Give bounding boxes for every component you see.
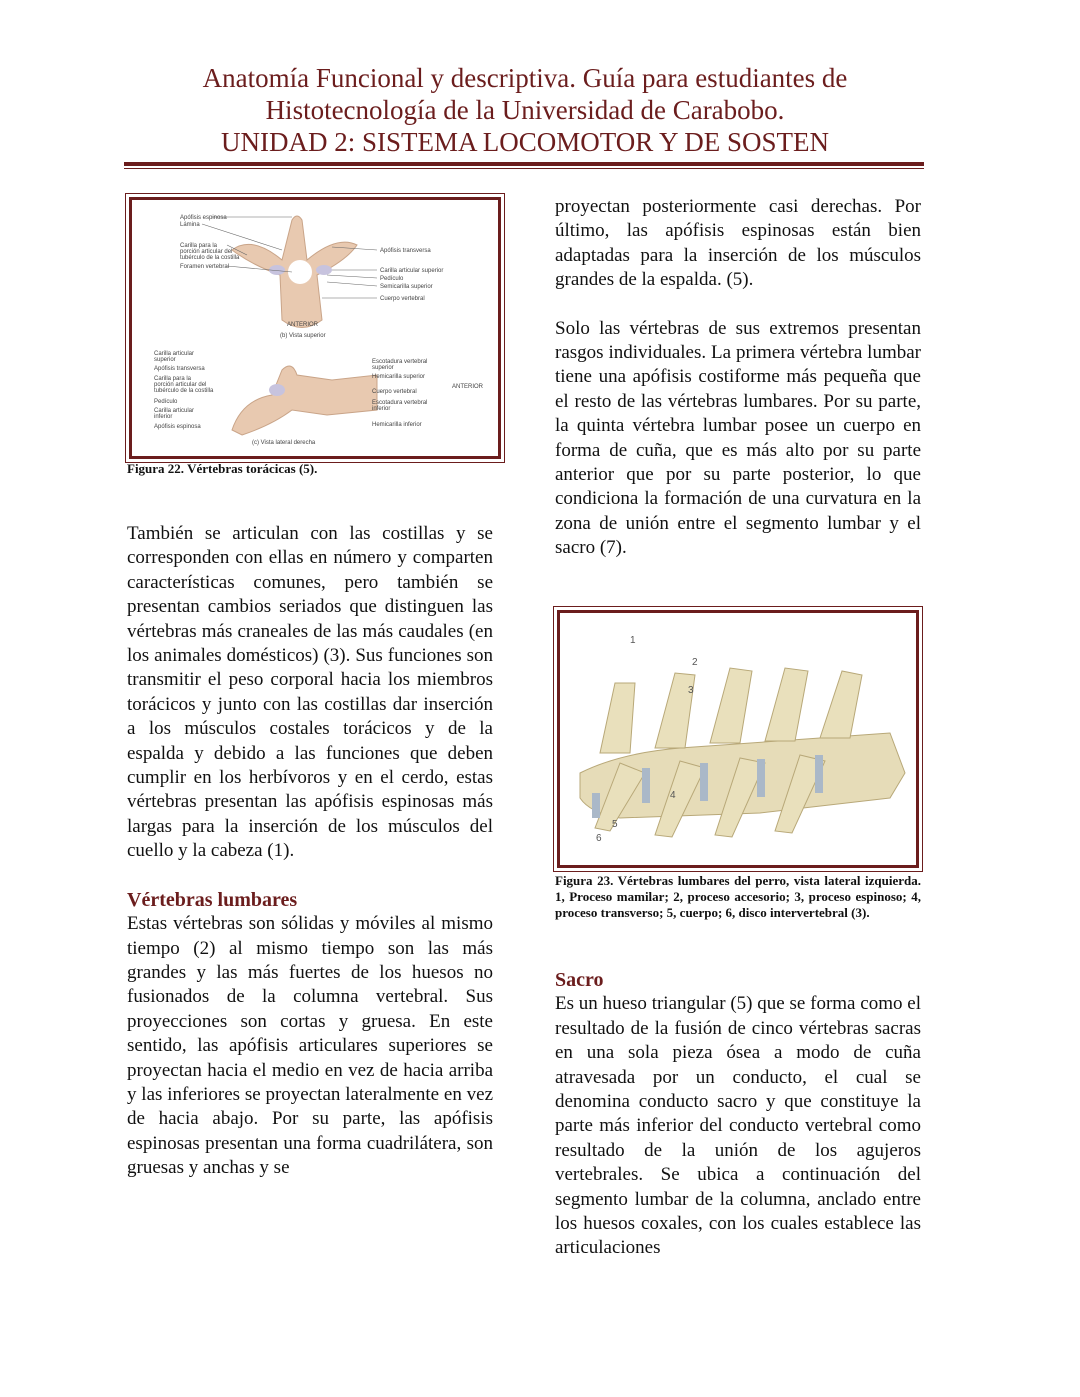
page-header: [120, 62, 930, 158]
side-label: inferior: [154, 414, 173, 420]
side-label: tubérculo de la costilla: [154, 388, 214, 394]
label-lamina: Lámina: [180, 222, 200, 228]
header-rule-thin: [124, 168, 924, 169]
side-label: Apófisis transversa: [154, 366, 205, 372]
label-carilla-3: tubérculo de la costilla: [180, 255, 240, 261]
header-line-2: Histotecnología de la Universidad de Carabobo.: [265, 95, 785, 125]
label-vista-lateral: (c) Vista lateral derecha: [252, 440, 316, 446]
label-cuerpo: Cuerpo vertebral: [380, 296, 425, 302]
side-label: porción articular del: [154, 382, 207, 388]
side-label: superior: [372, 365, 394, 371]
label-anterior-2: ANTERIOR: [452, 384, 484, 390]
side-label: Carilla para la: [154, 376, 192, 382]
section-heading-sacro: Sacro: [555, 969, 604, 991]
side-label: Escotadura vertebral: [372, 359, 428, 365]
side-label: inferior: [372, 406, 391, 412]
label-apofisis-transversa: Apófisis transversa: [380, 248, 431, 254]
section-heading-lumbares: Vértebras lumbares: [127, 888, 298, 911]
label-carilla-sup: Carilla articular superior: [380, 268, 444, 274]
figure-23-number-6: 6: [596, 833, 602, 844]
figure-23-number-5: 5: [612, 819, 618, 830]
right-column-top: [555, 195, 921, 561]
side-label: Pedículo: [154, 399, 178, 405]
figure-23-caption: Figura 23. Vértebras lumbares del perro, vista lateral izquierda. 1, Proceso mamilar; 2, proceso accesorio; 3, proceso espinoso; 4, proceso transverso; 5, cuerpo; 6, disco intervertebral (3).: [555, 873, 921, 920]
side-label: Escotadura vertebral: [372, 400, 428, 406]
label-anterior: ANTERIOR: [287, 322, 319, 328]
paragraph: proyectan posteriormente casi derechas. Por último, las apófisis espinosas están bien adaptadas para la inserción de los músculos grandes de la espalda. (5).: [555, 196, 921, 291]
side-label: Carilla articular: [154, 351, 195, 357]
figure-23-image: [557, 610, 919, 868]
header-line-3: UNIDAD 2: SISTEMA LOCOMOTOR Y DE SOSTEN: [220, 127, 830, 157]
paragraph: También se articulan con las costillas y se corresponden con ellas en número y comparten características comunes, pero también se presentan cambios seriados que distinguen las vértebras más craneales de las más caudales (en los animales domésticos) (3). Sus funciones son transmitir el peso corporal hacia los miembros torácicos y junto con las costillas dar inserción a los músculos costales torácicos y de la espalda y debido a las funciones que deben cumplir en los herbívoros y en el cerdo, estas vértebras presentan las apófisis espinosas más largas para la inserción de los músculos del cuello y la cabeza (1).: [127, 523, 493, 862]
side-label: Hemicarilla superior: [372, 374, 426, 380]
figure-22-image: [129, 197, 501, 459]
side-label: Apófisis espinosa: [154, 424, 201, 430]
label-pediculo: Pedículo: [380, 276, 404, 282]
label-semicarilla: Semicarilla superior: [380, 284, 433, 290]
paragraph: Estas vértebras son sólidas y móviles al mismo tiempo (2) al mismo tiempo son las más grandes y las más fuertes de los huesos no fusionados de la columna vertebral. Sus proyecciones son cortas y gruesa. En este sentido, las apófisis articulares superiores se proyectan hacia el medio en vez de hacia arriba y las inferiores se proyectan lateralmente en vez de hacia abajo. Por su parte, las apófisis espinosas presentan una forma cuadrilátera, son gruesas y anchas y se: [127, 913, 493, 1179]
left-column: [127, 522, 493, 1181]
side-label: Carilla articular: [154, 408, 195, 414]
figure-23-number-3: 3: [688, 685, 694, 696]
right-column-bottom: [555, 968, 921, 1261]
side-label: superior: [154, 357, 176, 363]
vertebra-lateral-view: [232, 366, 377, 435]
side-label: Hemicarilla inferior: [372, 422, 422, 428]
label-foramen: Foramen vertebral: [180, 264, 230, 270]
label-apofisis-espinosa: Apófisis espinosa: [180, 215, 227, 221]
figure-23-number-2: 2: [692, 657, 698, 668]
label-carilla-2: porción articular del: [180, 249, 233, 255]
header-line-1: Anatomía Funcional y descriptiva. Guía para estudiantes de: [202, 63, 848, 93]
paragraph: Es un hueso triangular (5) que se forma como el resultado de la fusión de cinco vértebras sacras en una sola pieza ósea a modo de cuña atravesada por un conducto, el cual se denomina conducto sacro y que constituye la parte más inferior del conducto vertebral como resultado de la unión de los agujeros vertebrales. Se ubica a continuación del segmento lumbar de la columna, anclado entre los huesos coxales, con los cuales establece las articulaciones: [555, 993, 921, 1259]
vertebra-superior-view: [232, 216, 357, 328]
figure-23-number-1: 1: [630, 635, 636, 646]
header-rule: [124, 162, 924, 166]
figure-22-caption: Figura 22. Vértebras torácicas (5).: [127, 461, 318, 476]
label-vista-superior: (b) Vista superior: [280, 333, 326, 339]
figure-23-number-4: 4: [670, 790, 676, 801]
side-label: Cuerpo vertebral: [372, 389, 417, 395]
label-carilla: Carilla para la: [180, 243, 218, 249]
paragraph: Solo las vértebras de sus extremos presentan rasgos individuales. La primera vértebra lumbar tiene una apófisis costiforme más pequeña que el resto de las vértebras lumbares. Por su parte, la quinta vértebra lumbar posee un cuerpo en forma de cuña, que es más alto por su parte anterior que por su parte posterior, lo que condiciona la formación de una curvatura en la zona de unión entre el segmento lumbar y el sacro (7).: [555, 317, 921, 559]
